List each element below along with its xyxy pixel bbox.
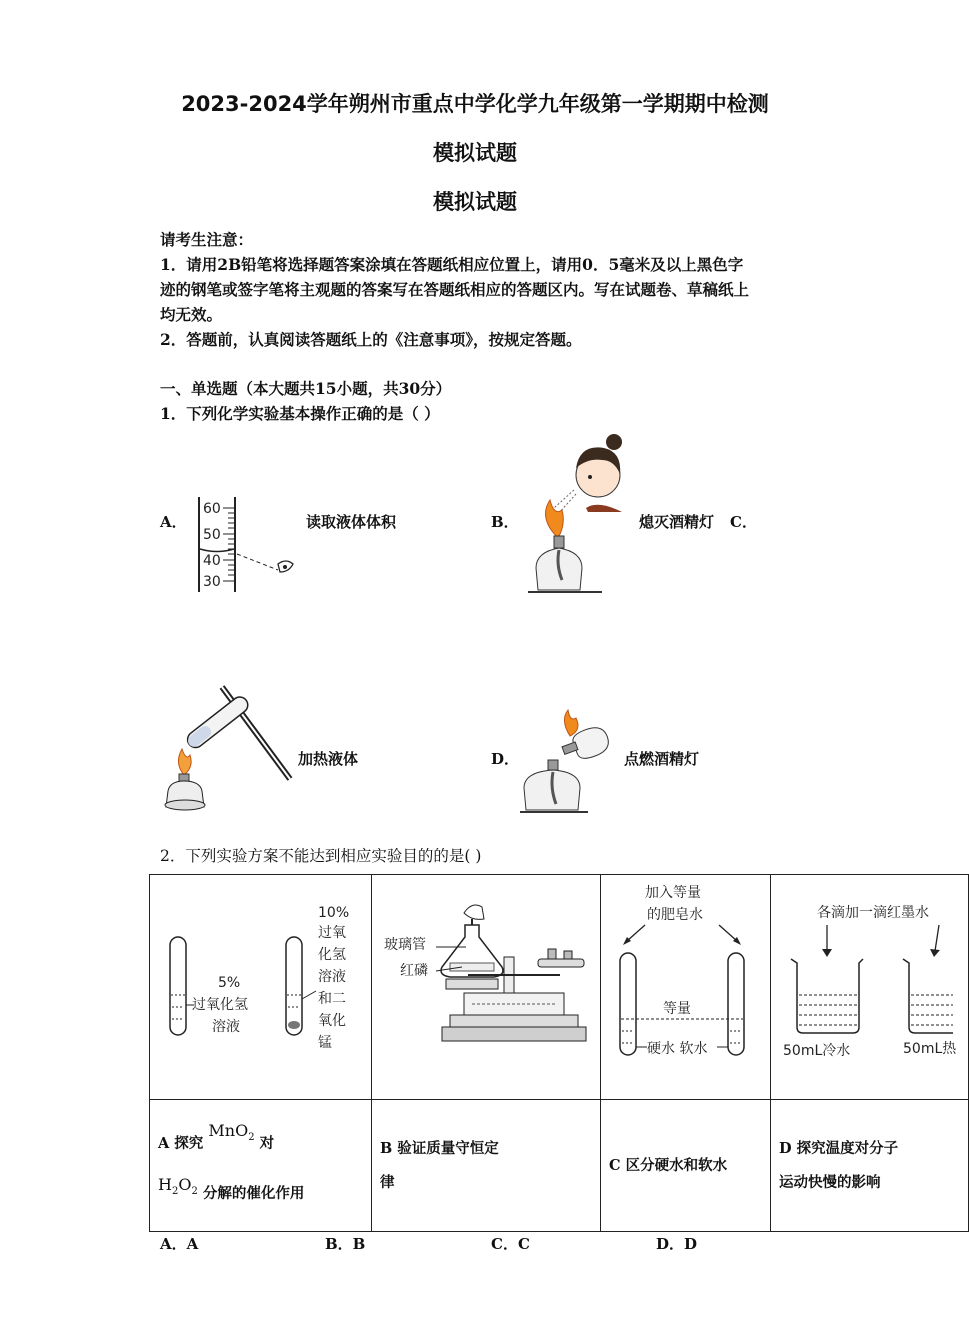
figure-cell-b: [372, 875, 601, 1100]
tick-label-50: 50: [203, 527, 221, 543]
caption-d-line2: 运动快慢的影响: [779, 1173, 881, 1191]
caption-cell-d: [771, 1100, 969, 1232]
figc-bottom-label: 硬水 软水: [647, 1041, 708, 1057]
page-title-line1: 2023-2024学年朔州市重点中学化学九年级第一学期期中检测: [181, 92, 769, 116]
caption-a-post1: 对: [259, 1135, 275, 1153]
figa-left-label-1: 5%: [218, 975, 241, 991]
caption-a-pre: A 探究: [158, 1135, 204, 1153]
q2-answer-a: A．A: [160, 1235, 199, 1253]
figure-a-test-tubes: [150, 875, 371, 1095]
notice-item1-line1: 1．请用2B铅笔将选择题答案涂填在答题纸相应位置上，请用0．5毫米及以上黑色字: [160, 255, 744, 274]
figa-left-label-2: 过氧化氢: [192, 997, 248, 1013]
q2-answer-b: B．B: [325, 1235, 366, 1253]
figb-label-red-phosphorus: 红磷: [400, 963, 428, 979]
figa-right-label-7: 锰: [318, 1035, 332, 1051]
q2-answer-c: C．C: [491, 1235, 530, 1253]
q1-option-c-letter: C．: [730, 513, 757, 531]
figa-right-label-6: 氧化: [318, 1013, 346, 1029]
q2-answer-d: D．D: [656, 1235, 698, 1253]
page-title-line2: 模拟试题: [433, 141, 517, 165]
figure-cell-d: [771, 875, 969, 1100]
figd-top-label: 各滴加一滴红墨水: [817, 905, 929, 921]
figc-top-label-2: 的肥皂水: [647, 907, 703, 923]
figa-right-label-3: 化氢: [318, 947, 346, 963]
figure-c-soap-water: [601, 875, 770, 1095]
graduated-cylinder-figure: [190, 492, 310, 597]
lighting-lamp-figure: [518, 708, 623, 818]
figa-right-label-4: 溶液: [318, 969, 346, 985]
figd-right-label: 50mL热: [903, 1041, 957, 1057]
notice-item2: 2．答题前，认真阅读答题纸上的《注意事项》，按规定答题。: [160, 330, 582, 349]
q1-option-d-letter: D．: [491, 750, 520, 768]
page-title-line3: 模拟试题: [433, 190, 517, 214]
figure-b-balance: [372, 875, 600, 1095]
tick-label-60: 60: [203, 501, 221, 517]
caption-a-post2: 分解的催化作用: [202, 1184, 305, 1202]
caption-cell-a: [150, 1100, 372, 1232]
tick-label-40: 40: [203, 553, 221, 569]
caption-cell-c: [601, 1100, 771, 1232]
figa-right-label-5: 和二: [318, 991, 346, 1007]
q1-option-a-letter: A．: [160, 513, 187, 531]
notice-item1-line2: 迹的钢笔或签字笔将主观题的答案写在答题纸相应的答题区内。写在试题卷、草稿纸上: [160, 280, 750, 299]
tick-label-30: 30: [203, 574, 221, 590]
caption-b-line2: 律: [380, 1173, 395, 1191]
caption-a-formula-h2o2: $H_2O_2$: [158, 1174, 198, 1197]
q1-option-c-text: 加热液体: [298, 750, 359, 768]
figa-right-label-2: 过氧: [318, 925, 346, 941]
figd-left-label: 50mL冷水: [783, 1043, 851, 1059]
figa-right-label-1: 10%: [318, 905, 350, 921]
q1-stem: 1．下列化学实验基本操作正确的是（ ）: [160, 404, 440, 423]
caption-c: C 区分硬水和软水: [609, 1156, 728, 1174]
q1-option-b-letter: B．: [491, 513, 519, 531]
notice-heading: 请考生注意：: [160, 230, 254, 249]
figure-cell-c: [601, 875, 771, 1100]
q1-option-a-text: 读取液体体积: [306, 513, 397, 531]
flame-icon: [564, 710, 578, 736]
q2-experiment-table: [149, 874, 969, 1232]
figc-top-label-1: 加入等量: [645, 885, 701, 901]
figure-cell-a: [150, 875, 372, 1100]
caption-d-line1: D 探究温度对分子: [779, 1139, 899, 1157]
q1-option-d-text: 点燃酒精灯: [624, 750, 700, 768]
figure-d-beakers: [771, 877, 957, 1097]
figa-left-label-3: 溶液: [212, 1019, 240, 1035]
caption-a-formula-mno2: MnO$_2$: [208, 1121, 255, 1144]
section-heading: 一、单选题（本大题共15小题，共30分）: [160, 379, 452, 398]
figc-mid-label: 等量: [663, 1001, 691, 1017]
figb-label-glass-tube: 玻璃管: [384, 937, 426, 953]
caption-b-line1: B 验证质量守恒定: [380, 1139, 499, 1157]
q1-option-b-text: 熄灭酒精灯: [639, 513, 715, 531]
notice-item1-line3: 均无效。: [160, 305, 223, 324]
caption-cell-b: [372, 1100, 601, 1232]
heating-test-tube-figure: [162, 683, 297, 813]
q2-stem: 2．下列实验方案不能达到相应实验目的的是( ): [160, 847, 482, 865]
blow-out-lamp-figure: [518, 430, 638, 600]
flame-icon: [546, 500, 564, 538]
